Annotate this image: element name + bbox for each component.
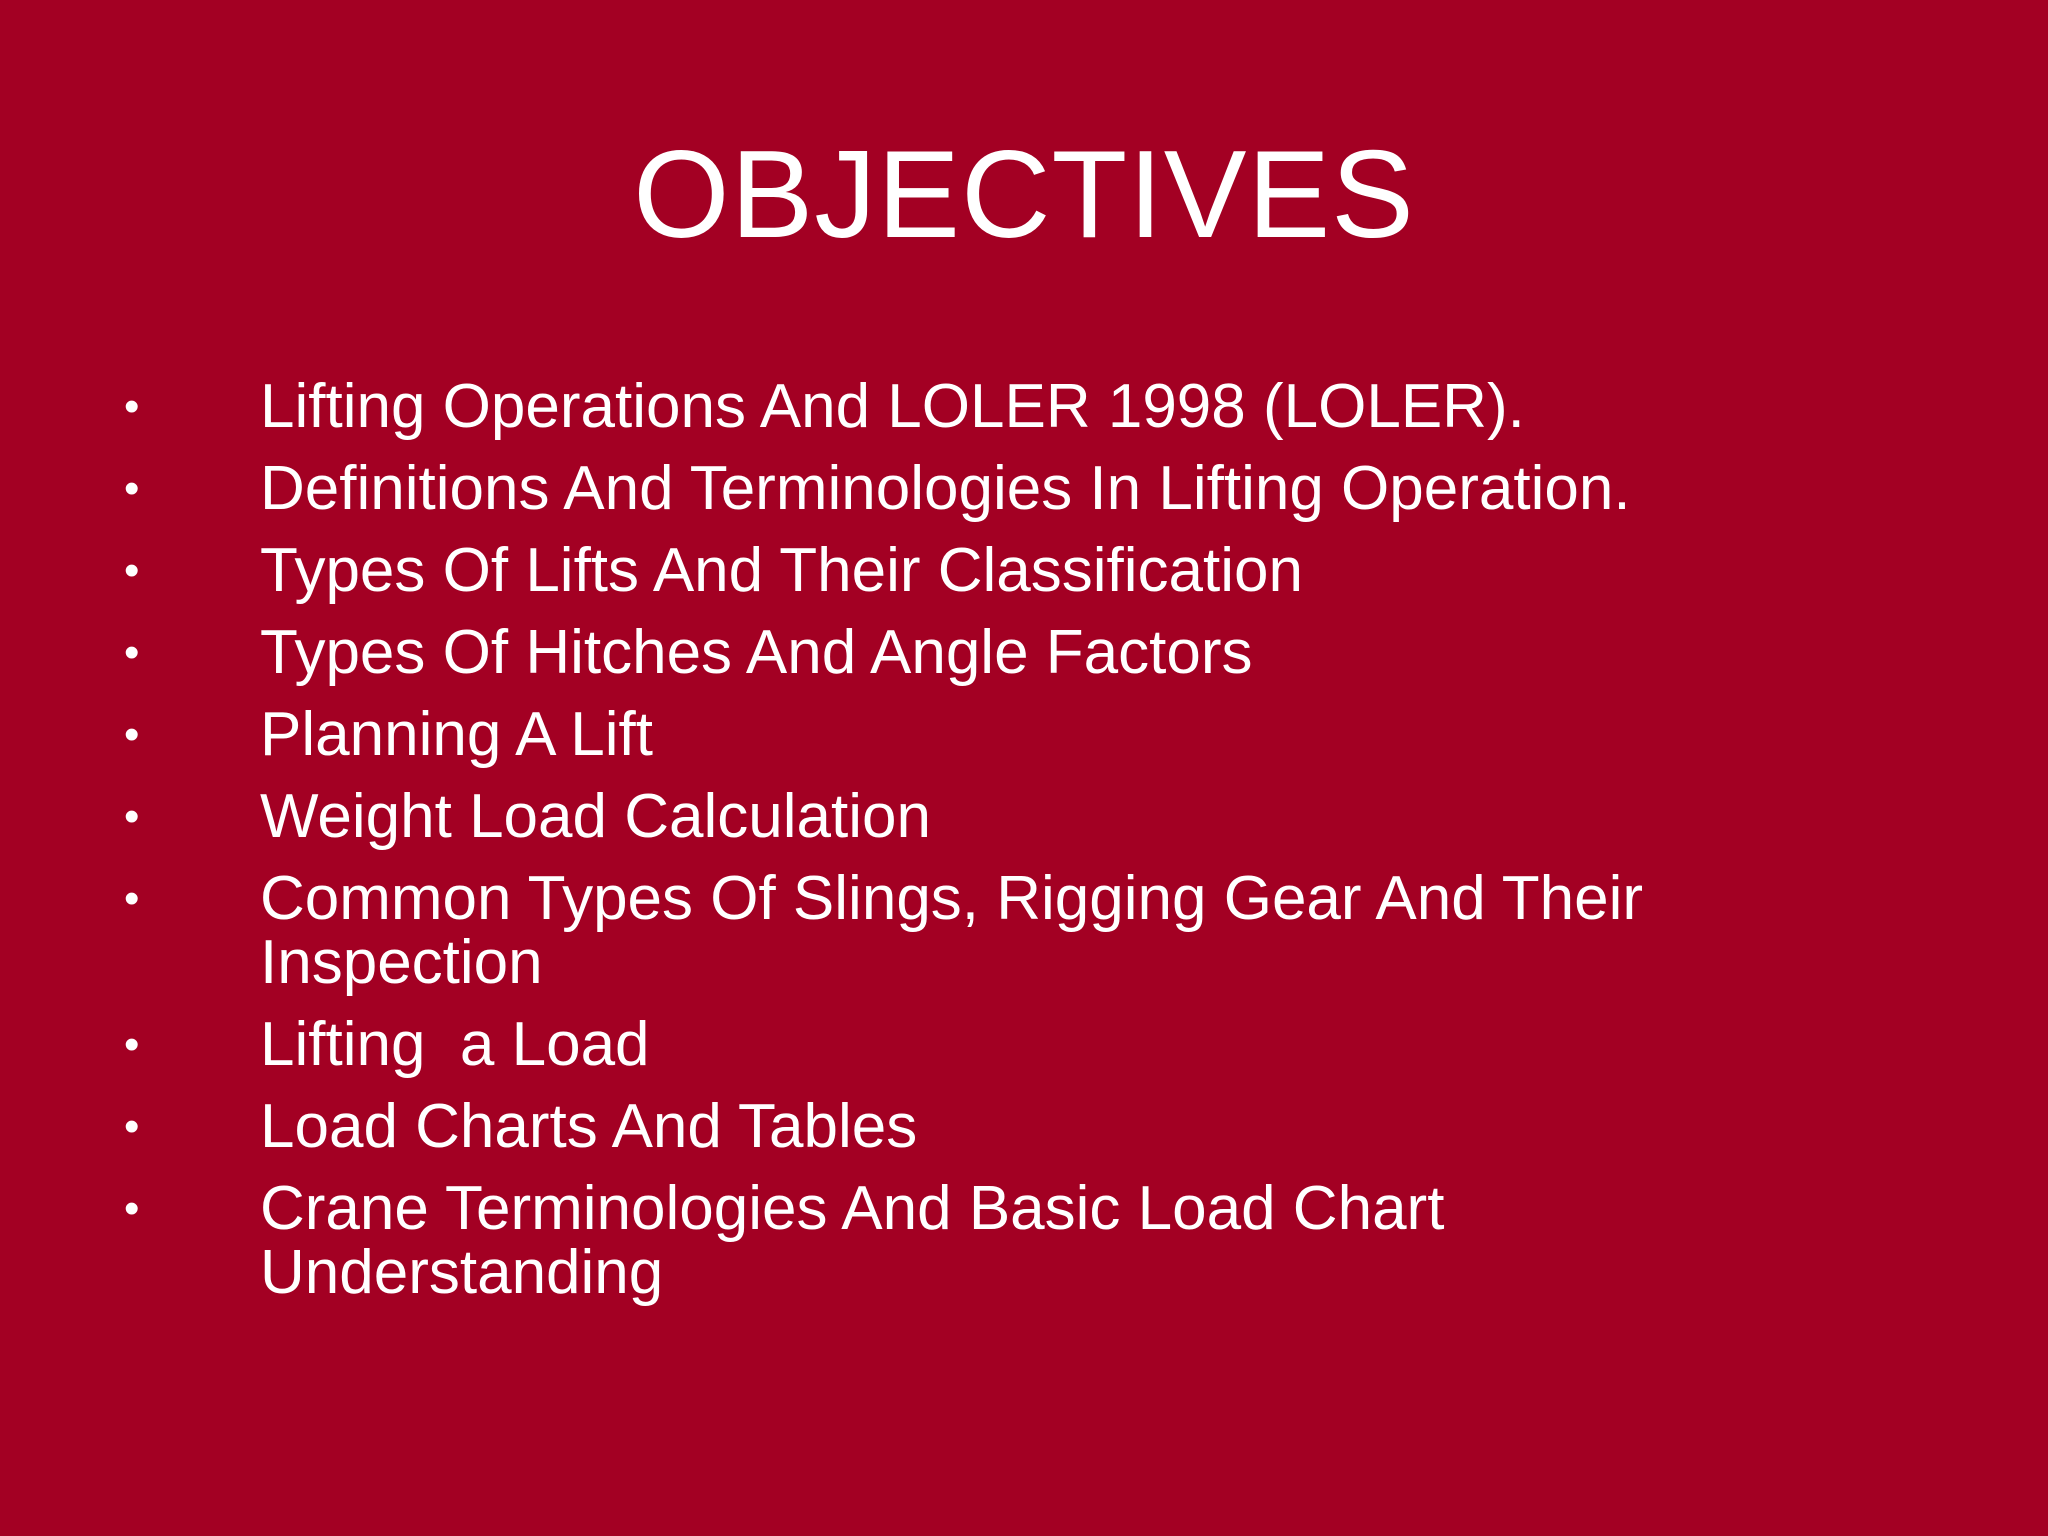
- slide-title: OBJECTIVES: [633, 126, 1415, 264]
- list-item-text: Lifting Operations And LOLER 1998 (LOLER).: [260, 372, 1525, 441]
- bullet-icon: •: [124, 792, 140, 841]
- list-item-text: Definitions And Terminologies In Lifting Operation.: [260, 454, 1631, 523]
- list-item-text: Load Charts And Tables: [260, 1092, 918, 1161]
- list-item-text: Types Of Lifts And Their Classification: [260, 536, 1303, 605]
- list-item-text: Weight Load Calculation: [260, 782, 931, 851]
- list-item-text: Types Of Hitches And Angle Factors: [260, 618, 1253, 687]
- bullet-icon: •: [124, 710, 140, 759]
- list-item: [0, 1010, 1840, 1079]
- list-item-text: Planning A Lift: [260, 700, 653, 769]
- list-item: [0, 618, 1840, 687]
- list-item-text: Common Types Of Slings, Rigging Gear And Their Inspection: [260, 864, 1661, 997]
- list-item: [0, 372, 1840, 441]
- bullet-icon: •: [124, 546, 140, 595]
- list-item: [0, 700, 1840, 769]
- bullet-icon: •: [124, 464, 140, 513]
- list-item-text: Lifting a Load: [260, 1010, 650, 1079]
- bullet-icon: •: [124, 874, 140, 923]
- list-item: [0, 536, 1840, 605]
- list-item: [0, 782, 1840, 851]
- bullet-icon: •: [124, 1184, 140, 1233]
- objectives-list: [0, 372, 2048, 1323]
- bullet-icon: •: [124, 628, 140, 677]
- bullet-icon: •: [124, 1020, 140, 1069]
- list-item: [0, 864, 1840, 997]
- list-item: [0, 1174, 1840, 1307]
- list-item: [0, 454, 1840, 523]
- list-item-text: Crane Terminologies And Basic Load Chart Understanding: [260, 1174, 1462, 1307]
- bullet-icon: •: [124, 1102, 140, 1151]
- list-item: [0, 1092, 1840, 1161]
- bullet-icon: •: [124, 382, 140, 431]
